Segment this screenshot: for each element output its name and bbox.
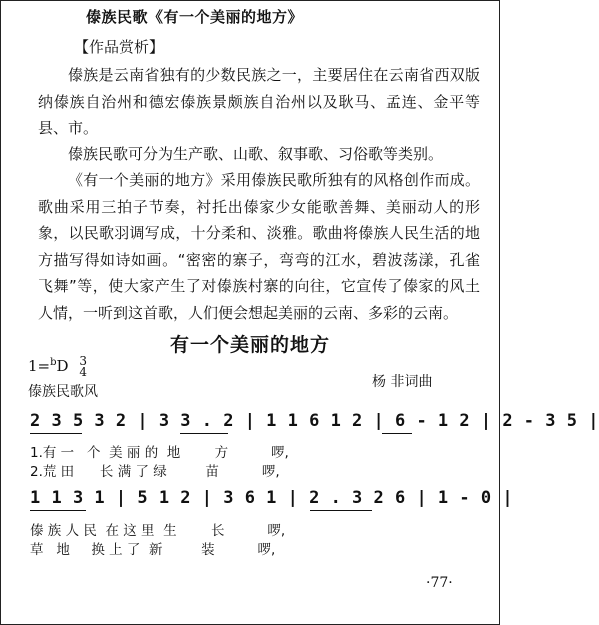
lyrics-line-1b: 2.荒 田 长 满 了 绿 苗 啰, bbox=[30, 464, 280, 480]
song-title: 有一个美丽的地方 bbox=[169, 334, 330, 356]
beam-line bbox=[30, 510, 86, 511]
beam-line bbox=[382, 433, 412, 434]
time-bottom: 4 bbox=[79, 365, 87, 379]
key-flat: b bbox=[50, 357, 57, 368]
composer-credits: 杨 非词曲 bbox=[372, 374, 433, 390]
key-signature bbox=[28, 356, 87, 378]
style-label: 傣族民歌风 bbox=[28, 384, 98, 400]
key-prefix: 1= bbox=[28, 357, 51, 375]
notation-line-1: 2 3 5 3 2 | 3 3 . 2 | 1 1 6 1 2 | 6 - 1 2 | 2 - 3 5 | bbox=[30, 411, 599, 431]
article-heading: 傣族民歌《有一个美丽的地方》 bbox=[86, 8, 304, 26]
paragraph-analysis: 《有一个美丽的地方》采用傣族民歌所独有的风格创作而成。歌曲采用三拍子节奏，衬托出傣家少女能歌善舞、美丽动人的形象，以民歌羽调写成，十分柔和、淡雅。歌曲将傣族人民生活的地方描写得如诗如画。“密密的寨子，弯弯的江水，碧波荡漾，孔雀飞舞”等，使大家产生了对傣族村寨的向往，它宣传了傣家的风土人情，一听到这首歌，人们便会想起美丽的云南、多彩的云南。 bbox=[38, 171, 480, 322]
key-note: D bbox=[56, 357, 69, 375]
lyrics-line-2b: 草 地 换 上 了 新 装 啰, bbox=[30, 542, 276, 558]
section-label: 【作品赏析】 bbox=[74, 38, 165, 56]
beam-line bbox=[310, 510, 372, 511]
beam-line bbox=[180, 433, 228, 434]
page-number: ·77· bbox=[426, 575, 453, 591]
lyrics-line-1a: 1.有 一 个 美 丽 的 地 方 啰, bbox=[30, 445, 289, 461]
paragraph-categories: 傣族民歌可分为生产歌、山歌、叙事歌、习俗歌等类别。 bbox=[68, 145, 444, 163]
time-signature bbox=[79, 356, 87, 378]
lyrics-line-2a: 傣 族 人 民 在 这 里 生 长 啰, bbox=[30, 523, 286, 539]
paragraph-intro: 傣族是云南省独有的少数民族之一，主要居住在云南省西双版纳傣族自治州和德宏傣族景颇族自治州以及耿马、孟连、金平等县、市。 bbox=[38, 66, 480, 137]
notation-line-2: 1 1 3 1 | 5 1 2 | 3 6 1 | 2 . 3 2 6 | 1 - 0 | bbox=[30, 488, 514, 508]
time-top: 3 bbox=[79, 354, 87, 368]
beam-line bbox=[30, 433, 82, 434]
